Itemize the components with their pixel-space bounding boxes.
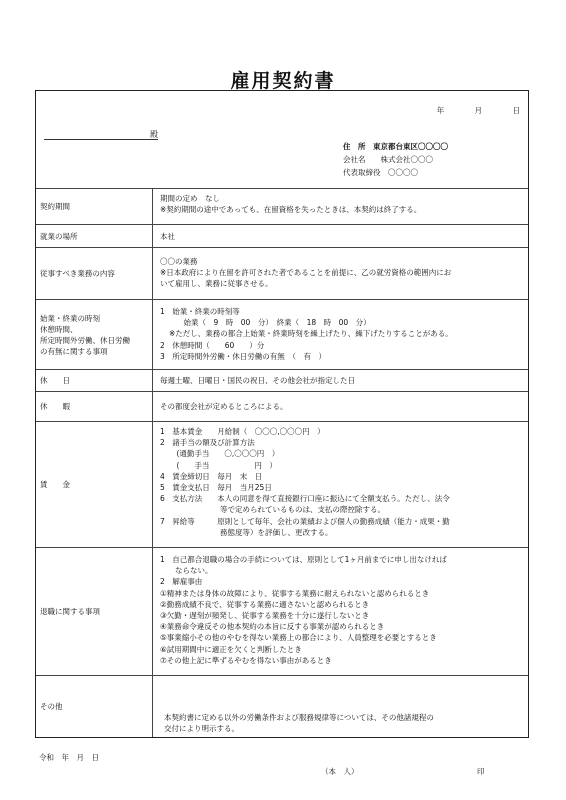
row-wages: [36, 422, 528, 548]
row-content: [160, 193, 522, 215]
row-content: [160, 554, 522, 666]
row-label: 就業の場所: [36, 225, 153, 247]
document-title: 雇用契約書: [230, 70, 336, 92]
content-line: 4 賃金締切日 毎月 末 日: [160, 471, 263, 481]
company-name: 会社名 株式会社〇〇〇: [343, 155, 433, 164]
row-holidays: [36, 370, 528, 392]
content-line: 2 休憩時間（ 60 ）分: [160, 340, 265, 350]
company-representative: 代表取締役 〇〇〇〇: [343, 168, 418, 177]
row-content: [160, 306, 522, 362]
content-line: 3 所定時間外労働・休日労働の有無 （ 有 ）: [160, 351, 327, 361]
content-line: 7 昇給等 原則として毎年、会社の業績および個人の勤務成績（能力・成果・勤: [160, 516, 450, 526]
content-line: 毎週土曜、日曜日・国民の祝日、その他会社が指定した日: [160, 376, 355, 385]
contract-header: [36, 91, 528, 189]
content-line: 〇〇の業務: [160, 257, 198, 266]
row-label: 退職に関する事項: [36, 548, 153, 675]
row-content: [164, 712, 522, 734]
content-line: (通勤手当 〇,〇〇〇円 ）: [169, 449, 280, 459]
content-line: ※日本政府により在留を許可された者であることを前提に、乙の就労資格の範囲内にお: [160, 268, 452, 278]
row-content: [160, 256, 522, 290]
company-address: 住 所 東京都台東区〇〇〇〇: [343, 142, 448, 151]
contract-table: [35, 90, 529, 738]
footer-date: 令和 年 月 日: [39, 753, 99, 762]
addressee-suffix: 殿: [150, 130, 158, 139]
content-line: 6 支払方法 本人の同意を得て直接銀行口座に振込にて全額支払う。ただし、法令: [160, 494, 450, 504]
seal-label: 印: [477, 767, 485, 776]
content-line: 始業（ 9 時 00 分） 終業（ 18 時 00 分）: [176, 318, 371, 328]
content-line: 1 始業・終業の時刻等: [160, 307, 240, 316]
content-line: いて雇用し、業務に従事させる。: [160, 279, 273, 289]
content-line: 等で定められているものは、支払の際控除する。: [160, 505, 385, 515]
row-content: [160, 375, 522, 386]
content-line: ①精神または身体の故障により、従事する業務に耐えられないと認められるとき: [160, 588, 430, 598]
row-label: 賃 金: [36, 422, 153, 547]
row-working-hours: [36, 300, 528, 370]
content-line: 交付により明示する。: [164, 724, 239, 734]
content-line: 2 解雇事由: [160, 577, 203, 587]
row-leave: [36, 392, 528, 422]
content-line: その都度会社が定めるところによる。: [160, 402, 288, 411]
content-line: ⑤事業縮小その他のやむを得ない業務上の都合により、人員整理を必要とするとき: [160, 633, 437, 643]
signer-label: （本 人）: [321, 767, 359, 776]
header-date: 年 月 日: [436, 106, 520, 115]
content-line: 2 諸手当の額及び計算方法: [160, 438, 255, 448]
row-content: [160, 231, 522, 242]
content-line: ⑥試用期間中に適正を欠くと判断したとき: [160, 644, 302, 654]
row-label: その他: [36, 676, 153, 737]
row-contract-period: [36, 189, 528, 225]
row-job-description: [36, 248, 528, 300]
content-line: 務態度等）を評価し、更改する。: [160, 527, 333, 537]
content-line: ( 手当 円 ）: [169, 460, 277, 470]
row-work-place: [36, 225, 528, 248]
row-label: 休 日: [36, 370, 153, 391]
row-label: 契約期間: [36, 189, 153, 224]
company-info: [343, 140, 448, 179]
row-content: [160, 401, 522, 412]
row-other: [36, 676, 528, 737]
content-line: 1 自己都合退職の場合の手続については、原則として1ヶ月前までに申し出なければ: [160, 555, 447, 564]
content-line: ※契約期間の途中であっても、在留資格を失ったときは、本契約は終了する。: [160, 205, 422, 215]
row-label: 始業・終業の時刻 休憩時間、 所定時間外労働、休日労働 の有無に関する事項: [36, 300, 153, 369]
content-line: ④業務命令違反その他本契約の本旨に反する事業が認められるとき: [160, 622, 385, 632]
row-label: 休 暇: [36, 392, 153, 421]
content-line: ②勤務成績不良で、従事する業務に適さないと認められるとき: [160, 599, 370, 609]
content-line: 期間の定め なし: [160, 194, 220, 203]
content-line: 本社: [160, 232, 175, 241]
content-line: 本契約書に定める以外の労働条件および服務規律等については、その他諸規程の: [164, 713, 434, 722]
row-retirement: [36, 548, 528, 676]
row-label: 従事すべき業務の内容: [36, 248, 153, 299]
content-line: ※ただし、業務の都合上始業・終業時刻を繰上げたり、繰下げたりすることがある。: [169, 329, 453, 339]
content-line: ⑦その他上記に準ずるやむを得ない事由があるとき: [160, 655, 332, 665]
content-line: ならない。: [160, 566, 213, 576]
addressee-field[interactable]: [44, 129, 158, 140]
content-line: 1 基本賃金 月給制（ 〇〇〇,〇〇〇円 ）: [160, 427, 325, 436]
row-content: [160, 426, 522, 538]
content-line: 5 賃金支払日 毎月 当月25日: [160, 483, 272, 493]
content-line: ③欠勤・遅刻が頻発し、従事する業務を十分に遂行しないとき: [160, 611, 370, 621]
